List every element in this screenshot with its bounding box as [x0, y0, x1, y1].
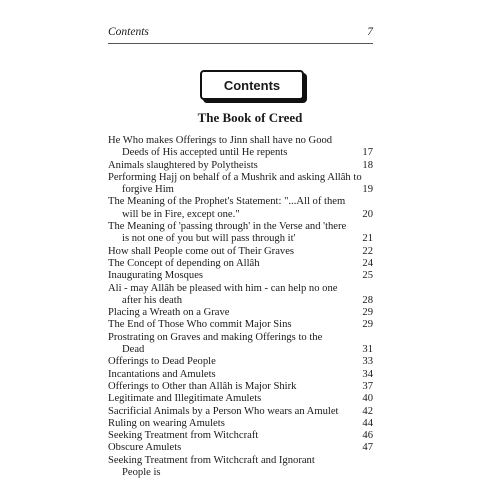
- toc-entry-page: 46: [362, 430, 373, 442]
- toc-entry: [108, 135, 373, 160]
- toc-entry-page: 34: [362, 368, 373, 380]
- toc-entry-title: Seeking Treatment from Witchcraft: [108, 430, 259, 442]
- toc-entry: [108, 160, 373, 172]
- toc-entry-title-continued: after his death: [122, 294, 183, 306]
- running-head-title: Contents: [108, 26, 149, 38]
- contents-heading: Contents: [223, 77, 281, 93]
- toc-entry: [108, 381, 373, 393]
- toc-entry-title-continued: Deeds of His accepted until He repents: [122, 147, 288, 159]
- toc-entry-title: Seeking Treatment from Witchcraft and Ignorant People is: [108, 454, 315, 479]
- toc-entry-page: 33: [362, 356, 373, 368]
- toc-entry-title: Legitimate and Illegitimate Amulets: [108, 393, 262, 405]
- toc-entry: [108, 430, 373, 442]
- toc-entry-title-continued: forgive Him: [122, 184, 174, 196]
- toc-entry: [108, 442, 373, 454]
- toc-entry-page: 42: [362, 405, 373, 417]
- toc-entry: [108, 356, 373, 368]
- toc-entry: [108, 369, 373, 381]
- toc-entry-title: Offerings to Dead People: [108, 356, 216, 368]
- toc-entry-title: Inaugurating Mosques: [108, 270, 204, 282]
- toc-entry: [108, 406, 373, 418]
- toc-entry: [108, 270, 373, 282]
- toc-entry-page: 47: [362, 442, 373, 454]
- toc-entry-page: 40: [362, 393, 373, 405]
- toc-entry-page: 22: [362, 245, 373, 257]
- toc-entry-title: Placing a Wreath on a Grave: [108, 307, 230, 319]
- toc-entry-title: He Who makes Offerings to Jinn shall have no Good: [108, 135, 333, 146]
- toc-entry: [108, 221, 373, 246]
- toc-entry: [108, 393, 373, 405]
- toc-entry: [108, 418, 373, 430]
- toc-entry-title-continued: is not one of you but will pass through it': [122, 233, 296, 245]
- toc-entry-page: 25: [362, 270, 373, 282]
- toc-entry: [108, 319, 373, 331]
- toc-entry-title: Obscure Amulets: [108, 442, 182, 454]
- toc-entry: [108, 246, 373, 258]
- toc-entry-title: The Meaning of the Prophet's Statement: "...All of them: [108, 196, 346, 208]
- toc-entry-title: Offerings to Other than Allâh is Major Shirk: [108, 380, 297, 392]
- toc-entry-page: 24: [362, 257, 373, 269]
- toc-entry-page: 18: [362, 159, 373, 171]
- contents-heading-box: [200, 70, 304, 100]
- toc-entry-title: Animals slaughtered by Polytheists: [108, 159, 258, 171]
- toc-entry-page: 21: [362, 233, 373, 245]
- page-number: 7: [367, 26, 373, 38]
- toc-entry-title: The End of Those Who commit Major Sins: [108, 319, 292, 331]
- toc-entry: [108, 196, 373, 221]
- table-of-contents: [108, 135, 373, 479]
- toc-entry-page: 29: [362, 307, 373, 319]
- toc-entry-title-continued: will be in Fire, except one.": [122, 208, 240, 220]
- toc-entry-page: 31: [362, 344, 373, 356]
- header-rule: [108, 43, 373, 44]
- toc-entry-page: 44: [362, 417, 373, 429]
- running-head: [108, 26, 373, 42]
- toc-entry-page: 29: [362, 319, 373, 331]
- toc-entry: [108, 283, 373, 308]
- toc-entry: [108, 307, 373, 319]
- toc-entry: [108, 172, 373, 197]
- toc-entry-page: 28: [362, 294, 373, 306]
- toc-entry-title: Prostrating on Graves and making Offerings to the Dead: [108, 331, 323, 356]
- toc-entry-title: The Concept of depending on Allâh: [108, 257, 260, 269]
- toc-entry-page: 20: [362, 208, 373, 220]
- toc-entry: [108, 332, 373, 357]
- toc-entry-title: Incantations and Amulets: [108, 368, 216, 380]
- toc-entry: [108, 455, 373, 480]
- toc-entry-title: How shall People come out of Their Graves: [108, 245, 295, 257]
- toc-entry-page: 37: [362, 380, 373, 392]
- toc-entry-title: Ali - may Allâh be pleased with him - can help no one: [108, 282, 338, 294]
- toc-entry: [108, 258, 373, 270]
- toc-entry-title: Performing Hajj on behalf of a Mushrik and asking Allâh to: [108, 171, 362, 183]
- toc-entry-page: 19: [362, 184, 373, 196]
- toc-entry-title: The Meaning of 'passing through' in the Verse and 'there: [108, 221, 347, 233]
- section-title: The Book of Creed: [197, 110, 303, 125]
- toc-entry-page: 17: [362, 147, 373, 159]
- toc-entry-title: Sacrificial Animals by a Person Who wears an Amulet: [108, 405, 339, 417]
- toc-entry-title: Ruling on wearing Amulets: [108, 417, 225, 429]
